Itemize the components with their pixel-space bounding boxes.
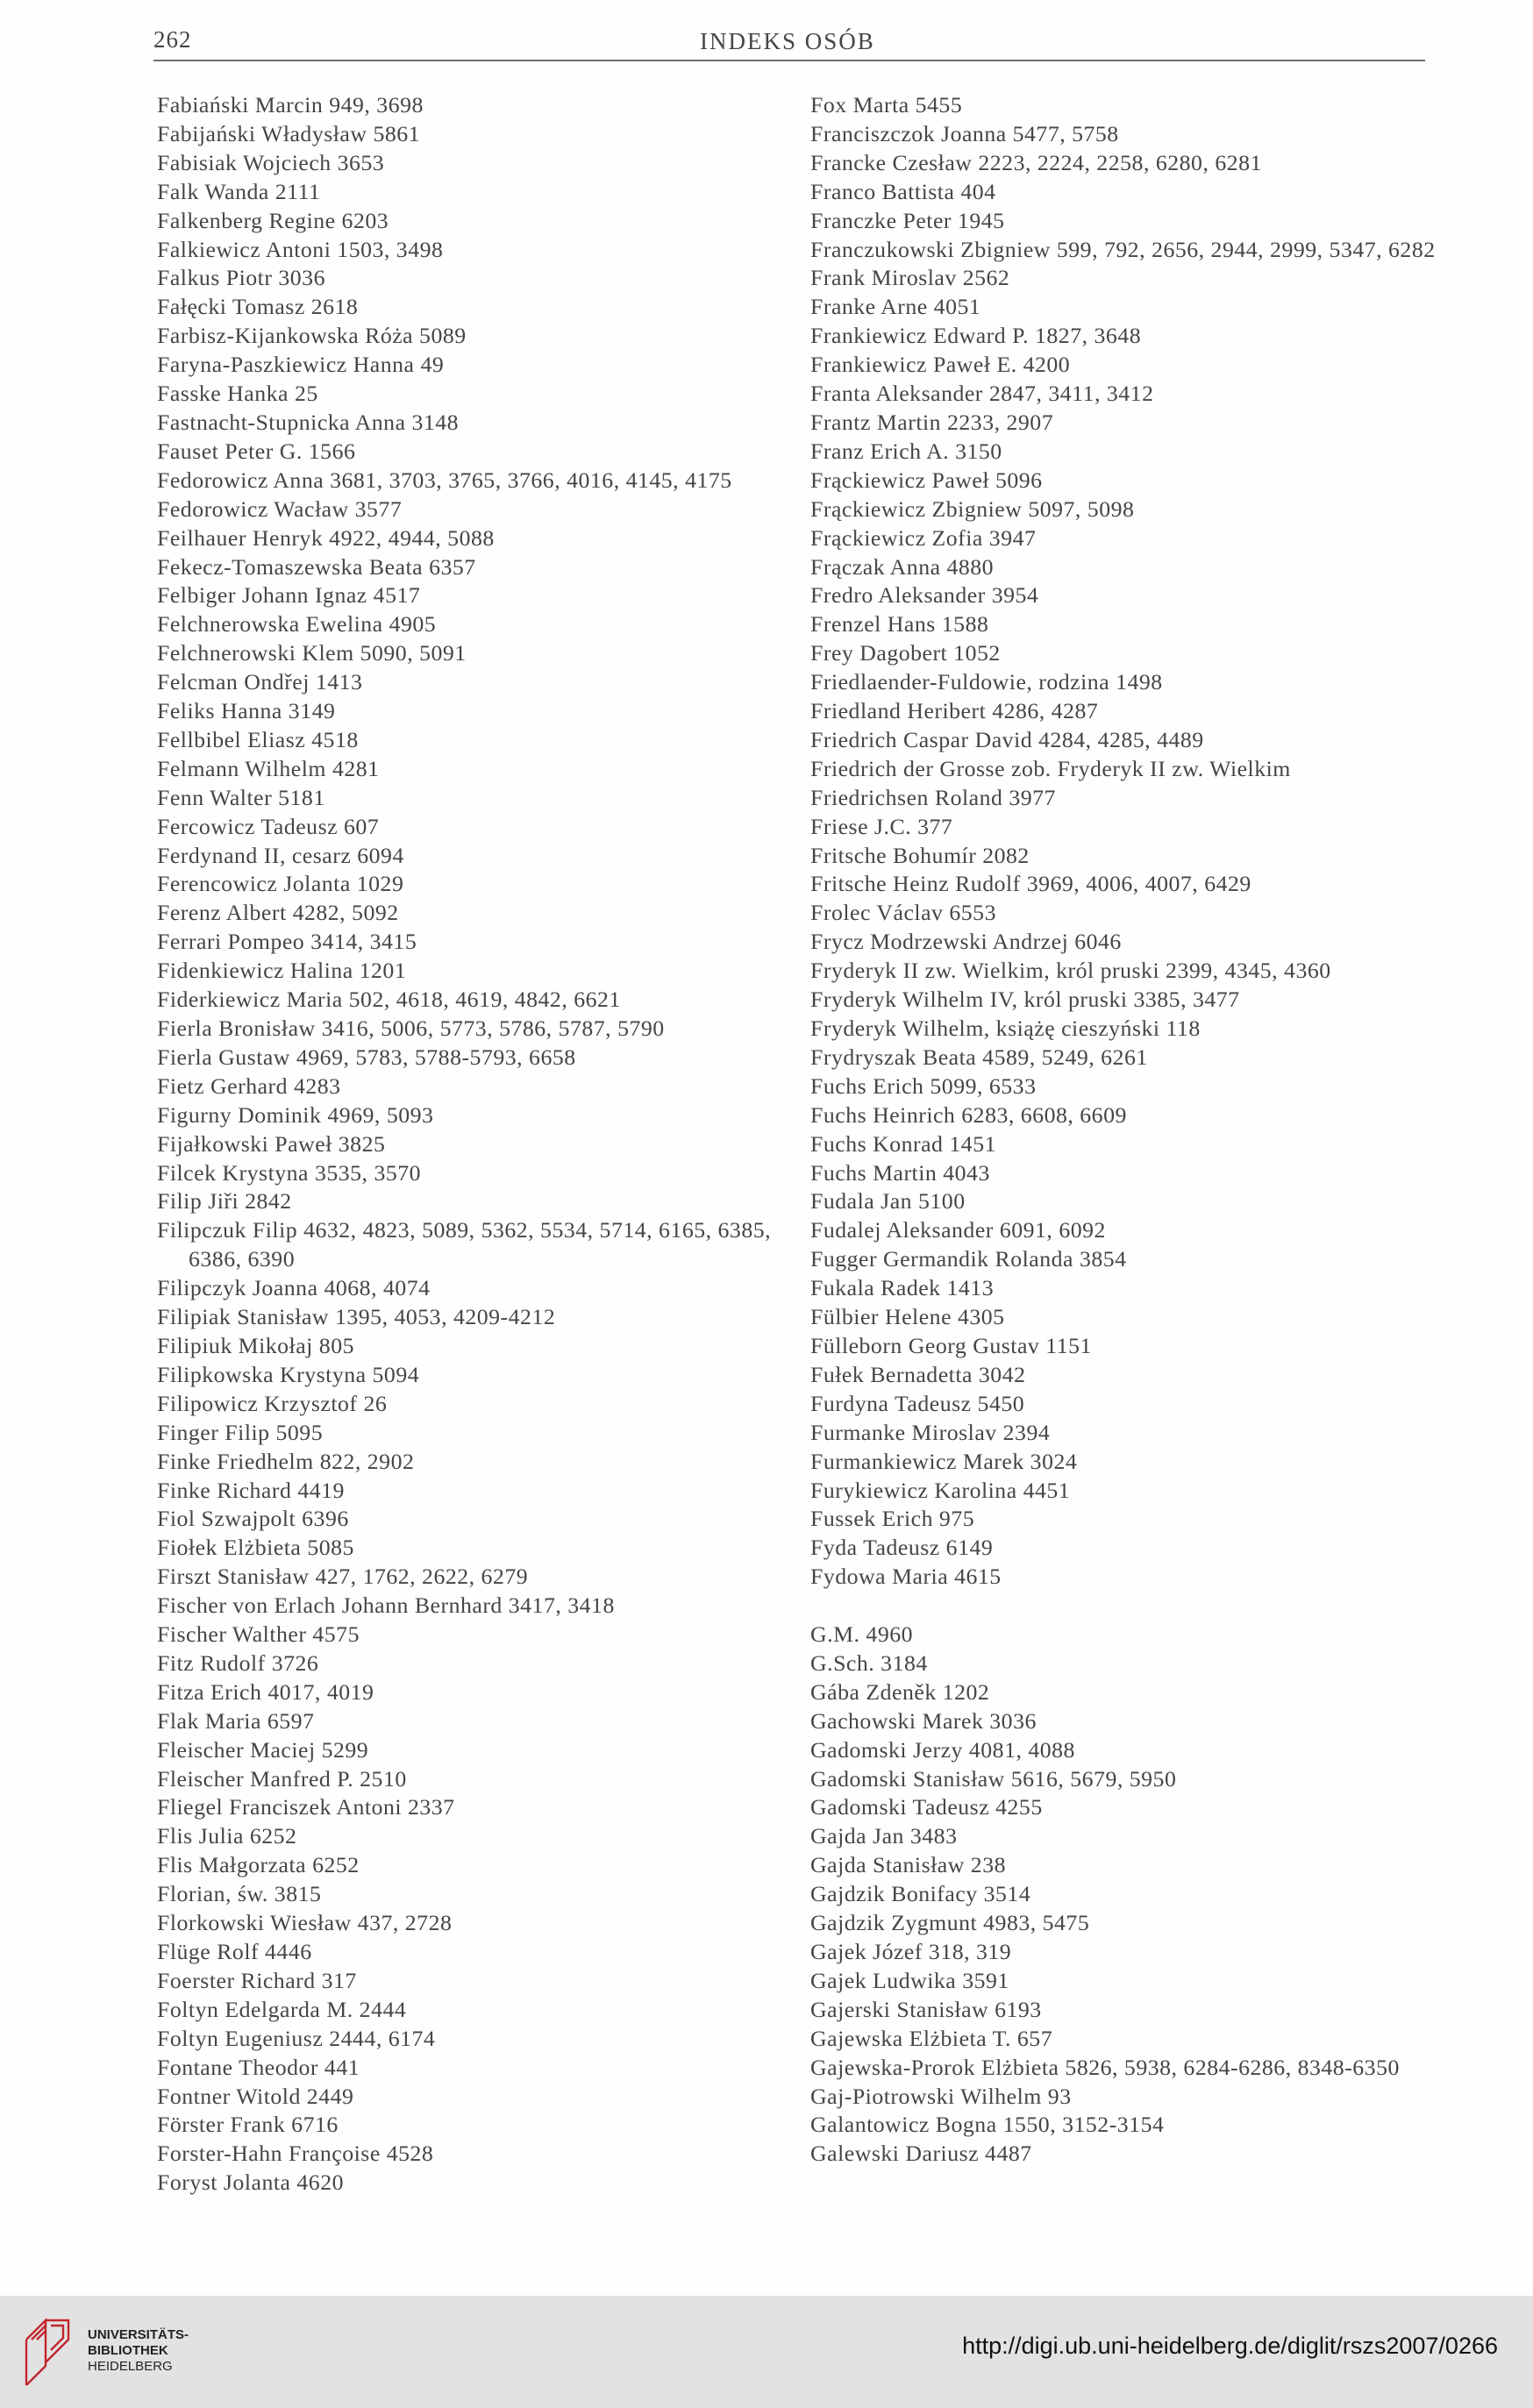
index-entry: Flis Julia 6252 bbox=[157, 1823, 297, 1849]
index-entry: Gajerski Stanisław 6193 bbox=[810, 1996, 1042, 2022]
index-entry: Falk Wanda 2111 bbox=[157, 178, 321, 204]
index-entry: Frolec Václav 6553 bbox=[810, 900, 996, 926]
index-entry: Filipiak Stanisław 1395, 4053, 4209-4212 bbox=[157, 1304, 556, 1330]
index-entry: Fontane Theodor 441 bbox=[157, 2054, 360, 2080]
index-entry: Figurny Dominik 4969, 5093 bbox=[157, 1101, 434, 1128]
index-entry: Finke Friedhelm 822, 2902 bbox=[157, 1448, 415, 1474]
index-entry: Fenn Walter 5181 bbox=[157, 784, 325, 810]
university-library-logo-icon bbox=[19, 2313, 75, 2389]
index-entry: Gajda Jan 3483 bbox=[810, 1823, 958, 1849]
index-entry: G.M. 4960 bbox=[810, 1621, 914, 1648]
index-entry: Felchnerowski Klem 5090, 5091 bbox=[157, 640, 467, 666]
index-entry: Finke Richard 4419 bbox=[157, 1477, 345, 1503]
index-entry: Franz Erich A. 3150 bbox=[810, 438, 1002, 464]
index-entry: Gajek Ludwika 3591 bbox=[810, 1967, 1009, 1993]
index-entry: Flüge Rolf 4446 bbox=[157, 1939, 312, 1964]
index-entry: Frankiewicz Edward P. 1827, 3648 bbox=[810, 323, 1142, 349]
index-entry: Ferencowicz Jolanta 1029 bbox=[157, 871, 404, 897]
index-entry: Friedrich der Grosse zob. Fryderyk II zw. Wielkim bbox=[810, 755, 1291, 781]
index-entry: Foltyn Edelgarda M. 2444 bbox=[157, 1996, 407, 2022]
library-footer bbox=[0, 2296, 1533, 2408]
index-entry: Franco Battista 404 bbox=[810, 178, 996, 204]
index-entry: Fudalej Aleksander 6091, 6092 bbox=[810, 1217, 1106, 1243]
index-entry: Ferrari Pompeo 3414, 3415 bbox=[157, 929, 417, 955]
index-entry: Frank Miroslav 2562 bbox=[810, 265, 1010, 291]
index-entry: Fauset Peter G. 1566 bbox=[157, 438, 356, 464]
index-entry: Gajewska-Prorok Elżbieta 5826, 5938, 6284-6286, 8348-6350 bbox=[810, 2054, 1400, 2080]
index-entry: Fydowa Maria 4615 bbox=[810, 1564, 1002, 1590]
index-entry: Fastnacht-Stupnicka Anna 3148 bbox=[157, 409, 460, 435]
index-entry: Filip Jiři 2842 bbox=[157, 1188, 292, 1215]
index-entry: Fugger Germandik Rolanda 3854 bbox=[810, 1246, 1127, 1272]
index-entry: Francke Czesław 2223, 2224, 2258, 6280, 6281 bbox=[810, 149, 1262, 175]
index-entry: Franta Aleksander 2847, 3411, 3412 bbox=[810, 381, 1154, 407]
library-name-line-3: HEIDELBERG bbox=[88, 2359, 173, 2374]
index-entry: Gajdzik Bonifacy 3514 bbox=[810, 1881, 1031, 1907]
index-entry: Franciszczok Joanna 5477, 5758 bbox=[810, 120, 1119, 146]
index-entry: Gába Zdeněk 1202 bbox=[810, 1678, 990, 1705]
index-entry: Fuchs Martin 4043 bbox=[810, 1159, 990, 1186]
index-entry: Franczukowski Zbigniew 599, 792, 2656, 2944, 2999, 5347, 6282 bbox=[810, 236, 1436, 262]
index-entry: Fleischer Manfred P. 2510 bbox=[157, 1765, 407, 1792]
source-url-link[interactable]: http://digi.ub.uni-heidelberg.de/diglit/rszs2007/0266 bbox=[962, 2333, 1498, 2359]
index-entry: Fryderyk Wilhelm, książę cieszyński 118 bbox=[810, 1015, 1201, 1041]
index-entry: Filipczyk Joanna 4068, 4074 bbox=[157, 1275, 431, 1301]
index-entry: Frydryszak Beata 4589, 5249, 6261 bbox=[810, 1044, 1148, 1070]
index-entry: Galantowicz Bogna 1550, 3152-3154 bbox=[810, 2112, 1165, 2138]
index-entry: Frey Dagobert 1052 bbox=[810, 640, 1001, 666]
index-entry: Faryna-Paszkiewicz Hanna 49 bbox=[157, 352, 445, 378]
index-entry: G.Sch. 3184 bbox=[810, 1649, 928, 1676]
index-entry: Filipiuk Mikołaj 805 bbox=[157, 1332, 354, 1358]
index-entry: Frąckiewicz Paweł 5096 bbox=[810, 467, 1043, 493]
index-entry: Foltyn Eugeniusz 2444, 6174 bbox=[157, 2025, 436, 2051]
index-entry: Frenzel Hans 1588 bbox=[810, 611, 989, 638]
index-entry: Friedlaender-Fuldowie, rodzina 1498 bbox=[810, 669, 1163, 695]
index-entry: Fyda Tadeusz 6149 bbox=[810, 1535, 994, 1561]
index-entry: Fryderyk Wilhelm IV, król pruski 3385, 3477 bbox=[810, 987, 1240, 1013]
index-entry: Falkenberg Regine 6203 bbox=[157, 207, 389, 233]
index-entry: Furykiewicz Karolina 4451 bbox=[810, 1477, 1071, 1503]
index-entry: Gadomski Jerzy 4081, 4088 bbox=[810, 1736, 1075, 1763]
index-entry: Furmankiewicz Marek 3024 bbox=[810, 1448, 1078, 1474]
index-entry: Filcek Krystyna 3535, 3570 bbox=[157, 1159, 422, 1186]
index-entry: Förster Frank 6716 bbox=[157, 2112, 339, 2138]
letter-section-gap bbox=[810, 1592, 1468, 1621]
index-entry: Felchnerowska Ewelina 4905 bbox=[157, 611, 437, 638]
index-entry: Fontner Witold 2449 bbox=[157, 2083, 354, 2109]
index-entry: Flis Małgorzata 6252 bbox=[157, 1852, 360, 1878]
index-entry: Fredro Aleksander 3954 bbox=[810, 582, 1039, 609]
index-entry: Friedrichsen Roland 3977 bbox=[810, 784, 1056, 810]
page-number: 262 bbox=[153, 26, 192, 53]
index-entry: Falkiewicz Antoni 1503, 3498 bbox=[157, 236, 444, 262]
index-entry: Fałęcki Tomasz 2618 bbox=[157, 294, 359, 320]
index-entry: Fabiański Marcin 949, 3698 bbox=[157, 92, 424, 118]
index-entry: Franczke Peter 1945 bbox=[810, 207, 1005, 233]
index-entry: Frantz Martin 2233, 2907 bbox=[810, 409, 1054, 435]
index-entry: Feliks Hanna 3149 bbox=[157, 698, 336, 724]
index-entry: Fiol Szwajpolt 6396 bbox=[157, 1506, 349, 1532]
index-entry: Flak Maria 6597 bbox=[157, 1707, 315, 1734]
index-entry: Foryst Jolanta 4620 bbox=[157, 2169, 345, 2196]
index-entry: Gaj-Piotrowski Wilhelm 93 bbox=[810, 2083, 1072, 2109]
index-entry: Farbisz-Kijankowska Róża 5089 bbox=[157, 323, 467, 349]
index-entry: Fleischer Maciej 5299 bbox=[157, 1736, 369, 1763]
index-entry: Frączak Anna 4880 bbox=[810, 553, 995, 580]
index-entry: Felbiger Johann Ignaz 4517 bbox=[157, 582, 421, 609]
index-entry: Fidenkiewicz Halina 1201 bbox=[157, 958, 407, 984]
index-entry: Fülbier Helene 4305 bbox=[810, 1304, 1005, 1330]
index-entry: Florkowski Wiesław 437, 2728 bbox=[157, 1910, 453, 1936]
index-entry: Filipczuk Filip 4632, 4823, 5089, 5362, 5534, 5714, 6165, 6385, 6386, 6390 bbox=[157, 1217, 772, 1272]
index-entry: Fritsche Bohumír 2082 bbox=[810, 842, 1030, 868]
index-entry: Fellbibel Eliasz 4518 bbox=[157, 726, 359, 752]
index-entry: Filipkowska Krystyna 5094 bbox=[157, 1361, 420, 1387]
index-entry: Frąckiewicz Zbigniew 5097, 5098 bbox=[810, 495, 1135, 522]
index-entry: Friese J.C. 377 bbox=[810, 813, 953, 839]
index-entry: Furdyna Tadeusz 5450 bbox=[810, 1390, 1025, 1416]
index-entry: Fijałkowski Paweł 3825 bbox=[157, 1130, 386, 1157]
index-entry: Falkus Piotr 3036 bbox=[157, 265, 325, 291]
index-entry: Fietz Gerhard 4283 bbox=[157, 1072, 341, 1099]
index-entry: Fiołek Elżbieta 5085 bbox=[157, 1535, 354, 1561]
index-entry: Fliegel Franciszek Antoni 2337 bbox=[157, 1794, 455, 1820]
index-entry: Fułek Bernadetta 3042 bbox=[810, 1361, 1026, 1387]
index-entry: Fedorowicz Anna 3681, 3703, 3765, 3766, 4016, 4145, 4175 bbox=[157, 467, 732, 493]
index-entry: Frycz Modrzewski Andrzej 6046 bbox=[810, 929, 1122, 955]
header-rule bbox=[153, 60, 1425, 61]
index-entry: Ferenz Albert 4282, 5092 bbox=[157, 900, 399, 926]
index-entry: Fritsche Heinz Rudolf 3969, 4006, 4007, 6429 bbox=[810, 871, 1251, 897]
index-entry: Finger Filip 5095 bbox=[157, 1419, 324, 1445]
index-entry: Fischer von Erlach Johann Bernhard 3417, 3418 bbox=[157, 1592, 615, 1619]
index-entry: Fox Marta 5455 bbox=[810, 92, 963, 118]
index-entry: Fryderyk II zw. Wielkim, król pruski 2399, 4345, 4360 bbox=[810, 958, 1331, 984]
running-title: INDEKS OSÓB bbox=[700, 28, 875, 54]
index-entry: Gajek Józef 318, 319 bbox=[810, 1938, 1012, 1964]
index-entry: Forster-Hahn Françoise 4528 bbox=[157, 2141, 434, 2167]
index-entry: Gadomski Stanisław 5616, 5679, 5950 bbox=[810, 1765, 1177, 1792]
index-entry: Fukala Radek 1413 bbox=[810, 1275, 995, 1301]
index-entry: Foerster Richard 317 bbox=[157, 1967, 357, 1993]
index-entry: Friedland Heribert 4286, 4287 bbox=[810, 698, 1099, 724]
index-entry: Fabisiak Wojciech 3653 bbox=[157, 149, 385, 175]
index-entry: Felmann Wilhelm 4281 bbox=[157, 755, 380, 781]
index-entry: Fierla Gustaw 4969, 5783, 5788-5793, 6658 bbox=[157, 1044, 576, 1070]
index-entry: Ferdynand II, cesarz 6094 bbox=[157, 842, 404, 868]
index-entry: Gadomski Tadeusz 4255 bbox=[810, 1794, 1043, 1820]
index-entry: Fuchs Heinrich 6283, 6608, 6609 bbox=[810, 1101, 1127, 1128]
index-entry: Florian, św. 3815 bbox=[157, 1881, 322, 1907]
university-library-name bbox=[88, 2327, 189, 2375]
index-entry: Gajewska Elżbieta T. 657 bbox=[810, 2025, 1053, 2051]
index-entry: Galewski Dariusz 4487 bbox=[810, 2141, 1032, 2167]
index-entry: Fuchs Konrad 1451 bbox=[810, 1130, 996, 1157]
library-name-line-1: UNIVERSITÄTS- bbox=[88, 2327, 189, 2342]
index-entry: Felcman Ondřej 1413 bbox=[157, 669, 363, 695]
index-entry: Fedorowicz Wacław 3577 bbox=[157, 495, 403, 522]
index-entry: Fitz Rudolf 3726 bbox=[157, 1649, 319, 1676]
index-entry: Fiderkiewicz Maria 502, 4618, 4619, 4842, 6621 bbox=[157, 987, 621, 1013]
index-entry: Friedrich Caspar David 4284, 4285, 4489 bbox=[810, 726, 1204, 752]
index-entry: Frankiewicz Paweł E. 4200 bbox=[810, 352, 1071, 378]
index-entry: Fercowicz Tadeusz 607 bbox=[157, 813, 380, 839]
index-entry: Fussek Erich 975 bbox=[810, 1506, 975, 1532]
index-column-right bbox=[810, 91, 1468, 2169]
index-entry: Fabijański Władysław 5861 bbox=[157, 120, 421, 146]
index-entry: Gajdzik Zygmunt 4983, 5475 bbox=[810, 1910, 1090, 1936]
index-entry: Gachowski Marek 3036 bbox=[810, 1707, 1037, 1734]
index-entry: Fülleborn Georg Gustav 1151 bbox=[810, 1332, 1092, 1358]
index-column-left bbox=[157, 91, 815, 2198]
index-entry: Fitza Erich 4017, 4019 bbox=[157, 1678, 374, 1705]
index-entry: Fischer Walther 4575 bbox=[157, 1621, 360, 1648]
index-entry: Filipowicz Krzysztof 26 bbox=[157, 1390, 388, 1416]
index-entry: Frąckiewicz Zofia 3947 bbox=[810, 524, 1037, 551]
index-entry: Gajda Stanisław 238 bbox=[810, 1852, 1007, 1878]
index-entry: Fudala Jan 5100 bbox=[810, 1188, 966, 1215]
index-entry: Fierla Bronisław 3416, 5006, 5773, 5786, 5787, 5790 bbox=[157, 1015, 665, 1041]
index-entry: Firszt Stanisław 427, 1762, 2622, 6279 bbox=[157, 1564, 529, 1590]
index-entry: Fuchs Erich 5099, 6533 bbox=[810, 1072, 1037, 1099]
index-entry: Furmanke Miroslav 2394 bbox=[810, 1419, 1051, 1445]
library-name-line-2: BIBLIOTHEK bbox=[88, 2343, 168, 2358]
index-entry: Feilhauer Henryk 4922, 4944, 5088 bbox=[157, 524, 495, 551]
index-entry: Fasske Hanka 25 bbox=[157, 381, 318, 407]
index-entry: Franke Arne 4051 bbox=[810, 294, 981, 320]
index-entry: Fekecz-Tomaszewska Beata 6357 bbox=[157, 553, 476, 580]
